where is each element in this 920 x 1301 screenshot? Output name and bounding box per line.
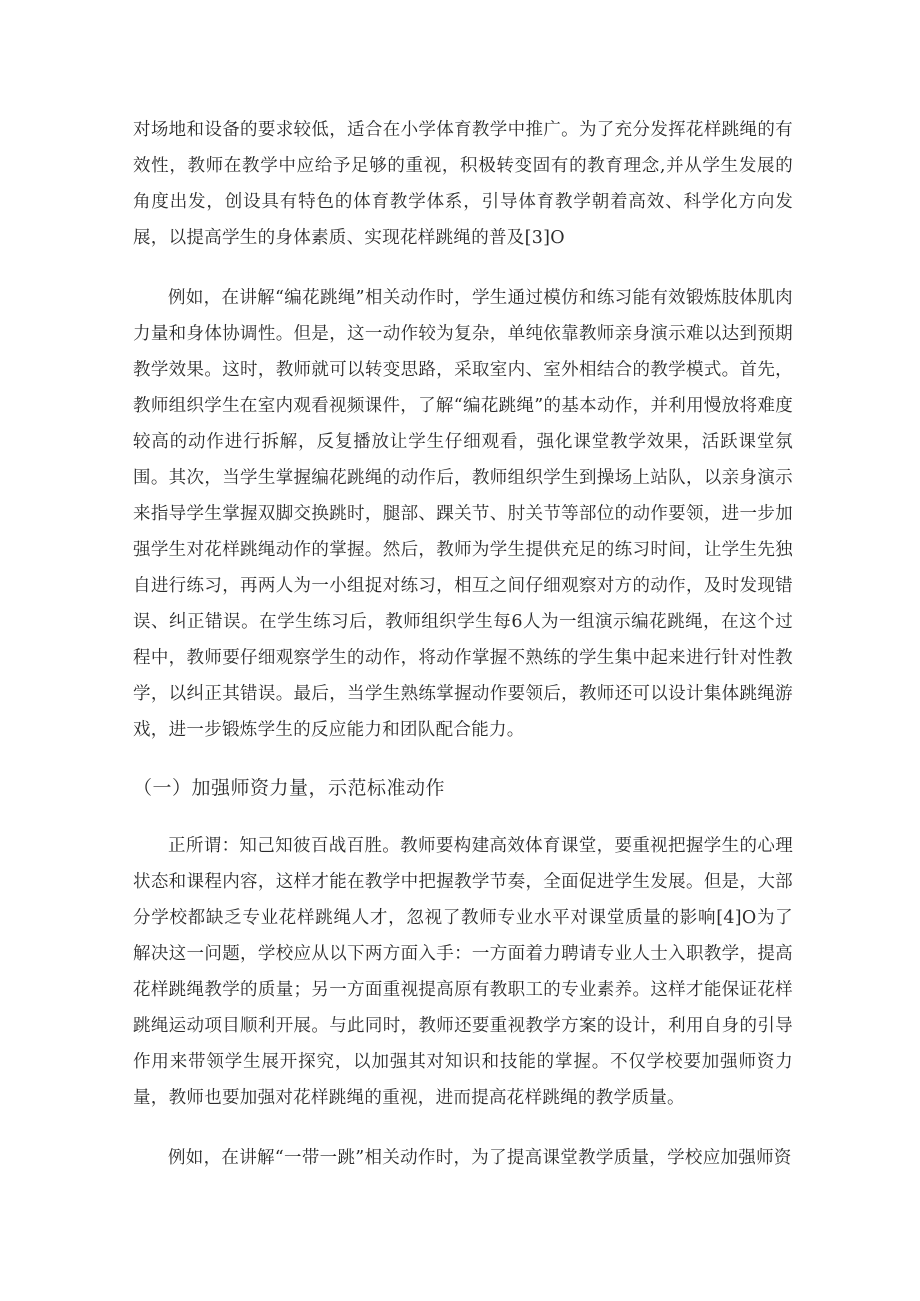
section-heading: （一）加强师资力量，示范标准动作 [133,777,446,799]
paragraph-example-one-lead-one-jump: 例如，在讲解“一带一跳”相关动作时，为了提高课堂教学质量，学校应加强师资 [168,1148,792,1168]
paragraph-teacher-strength: 正所谓：知己知彼百战百胜。教师要构建高效体育课堂，要重视把握学生的心理状态和课程内容，这样才能在教学中把握教学节奏，全面促进学生发展。但是，大部分学校都缺乏专业花样跳绳人才，忽视了教师专业水平对课堂质量的影响[4]O为了解决这一问题，学校应从以下两方面入手：一方面着力聘请专业人士入职教学，提高花样跳绳教学的质量；另一方面重视提高原有教职工的专业素养。这样才能保证花样跳绳运动项目顺利开展。与此同时，教师还要重视教学方案的设计，利用自身的引导作用来带领学生展开探究，以加强其对知识和技能的掌握。不仅学校要加强师资力量，教师也要加强对花样跳绳的重视，进而提高花样跳绳的教学质量。 [133,836,793,1108]
paragraph-continuation: 对场地和设备的要求较低，适合在小学体育教学中推广。为了充分发挥花样跳绳的有效性，教师在教学中应给予足够的重视，积极转变固有的教育理念,并从学生发展的角度出发，创设具有特色的体育教学体系，引导体育教学朝着高效、科学化方向发展，以提高学生的身体素质、实现花样跳绳的普及[3]O [133,120,793,248]
document-body [133,112,793,1176]
paragraph-example-weaving-rope: 例如，在讲解“编花跳绳”相关动作时，学生通过模仿和练习能有效锻炼肢体肌肉力量和身体协调性。但是，这一动作较为复杂，单纯依靠教师亲身演示难以达到预期教学效果。这时，教师就可以转变思路，采取室内、室外相结合的教学模式。首先，教师组织学生在室内观看视频课件，了解“编花跳绳”的基本动作，并利用慢放将难度较高的动作进行拆解，反复播放让学生仔细观看，强化课堂教学效果，活跃课堂氛围。其次，当学生掌握编花跳绳的动作后，教师组织学生到操场上站队，以亲身演示来指导学生掌握双脚交换跳时，腿部、踝关节、肘关节等部位的动作要领，进一步加强学生对花样跳绳动作的掌握。然后，教师为学生提供充足的练习时间，让学生先独自进行练习，再两人为一小组捉对练习，相互之间仔细观察对方的动作，及时发现错误、纠正错误。在学生练习后，教师组织学生每6人为一组演示编花跳绳，在这个过程中，教师要仔细观察学生的动作，将动作掌握不熟练的学生集中起来进行针对性教学，以纠正其错误。最后，当学生熟练掌握动作要领后，教师还可以设计集体跳绳游戏，进一步锻炼学生的反应能力和团队配合能力。 [133,288,793,740]
